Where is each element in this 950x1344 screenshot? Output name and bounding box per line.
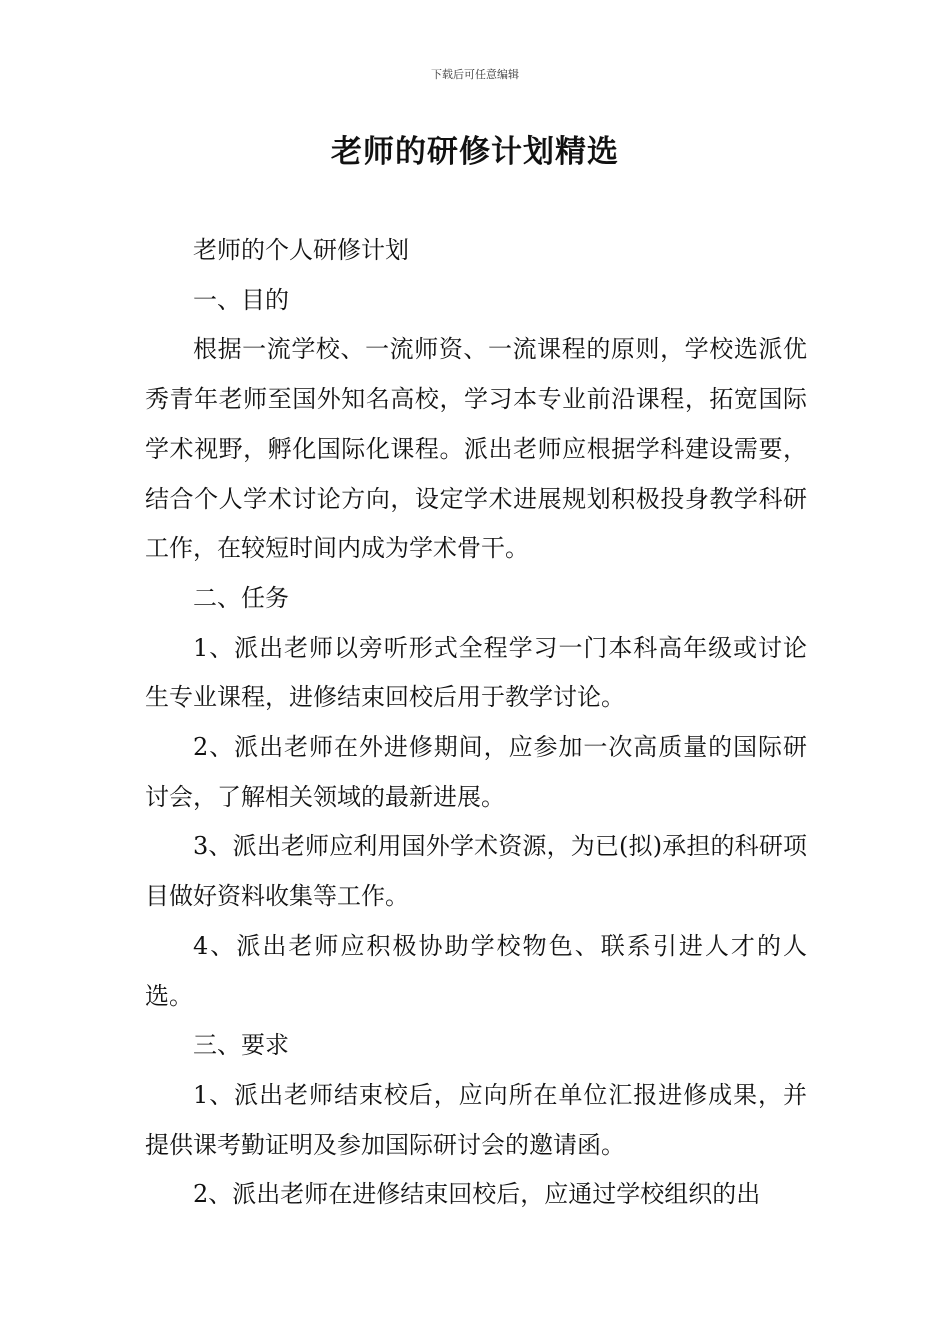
- list-item: 1、派出老师以旁听形式全程学习一门本科高年级或讨论生专业课程，进修结束回校后用于教学讨论。: [145, 633, 807, 712]
- document-body: [145, 226, 807, 1220]
- list-item: 4、派出老师应积极协助学校物色、联系引进人才的人选。: [145, 931, 807, 1010]
- subtitle-paragraph: 老师的个人研修计划: [193, 236, 409, 264]
- body-paragraph: 根据一流学校、一流师资、一流课程的原则，学校选派优秀青年老师至国外知名高校，学习本专业前沿课程，拓宽国际学术视野，孵化国际化课程。派出老师应根据学科建设需要，结合个人学术讨论方向，设定学术进展规划积极投身教学科研工作，在较短时间内成为学术骨干。: [145, 335, 807, 563]
- list-item: 2、派出老师在外进修期间，应参加一次高质量的国际研讨会，了解相关领域的最新进展。: [145, 733, 807, 811]
- list-item: 3、派出老师应利用国外学术资源，为已(拟)承担的科研项目做好资料收集等工作。: [145, 832, 807, 911]
- document-title: 老师的研修计划精选: [331, 134, 619, 170]
- section-heading-purpose: 一、目的: [193, 285, 289, 314]
- section-heading-tasks: 二、任务: [193, 583, 289, 612]
- header-note: 下载后可任意编辑: [431, 68, 519, 81]
- list-item: 2、派出老师在进修结束回校后，应通过学校组织的出: [193, 1180, 761, 1209]
- list-item: 1、派出老师结束校后，应向所在单位汇报进修成果，并提供课考勤证明及参加国际研讨会的邀请函。: [145, 1080, 807, 1159]
- section-heading-requirements: 三、要求: [193, 1031, 289, 1060]
